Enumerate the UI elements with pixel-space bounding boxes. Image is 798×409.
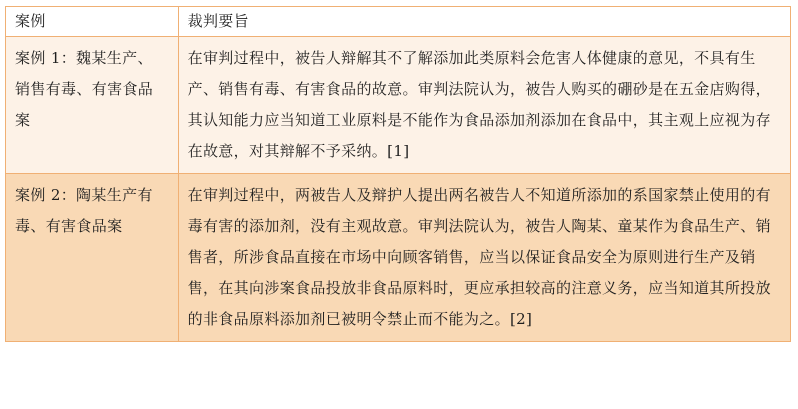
case-gist-cell [178,37,790,174]
table-row [6,37,791,174]
case-name-cell [6,37,179,174]
case-name-cell [6,174,179,342]
case-table [5,6,791,342]
case-name: 案例 1：魏某生产、销售有毒、有害食品案 [15,49,154,129]
header-gist: 裁判要旨 [178,7,790,37]
case-name: 案例 2：陶某生产有毒、有害食品案 [15,186,153,235]
case-gist-cell [178,174,790,342]
table-header-row [6,7,791,37]
table-row [6,174,791,342]
header-case: 案例 [6,7,179,37]
case-gist: 在审判过程中，被告人辩解其不了解添加此类原料会危害人体健康的意见，不具有生产、销售有毒、有害食品的故意。审判法院认为，被告人购买的硼砂是在五金店购得，其认知能力应当知道工业原料是不能作为食品添加剂添加在食品中，其主观上应视为存在故意，对其辩解不予采纳。[1] [187,49,771,160]
case-gist: 在审判过程中，两被告人及辩护人提出两名被告人不知道所添加的系国家禁止使用的有毒有害的添加剂，没有主观故意。审判法院认为，被告人陶某、童某作为食品生产、销售者，所涉食品直接在市场中向顾客销售，应当以保证食品安全为原则进行生产及销售，在其向涉案食品投放非食品原料时，更应承担较高的注意义务，应当知道其所投放的非食品原料添加剂已被明令禁止而不能为之。[2] [187,186,771,328]
